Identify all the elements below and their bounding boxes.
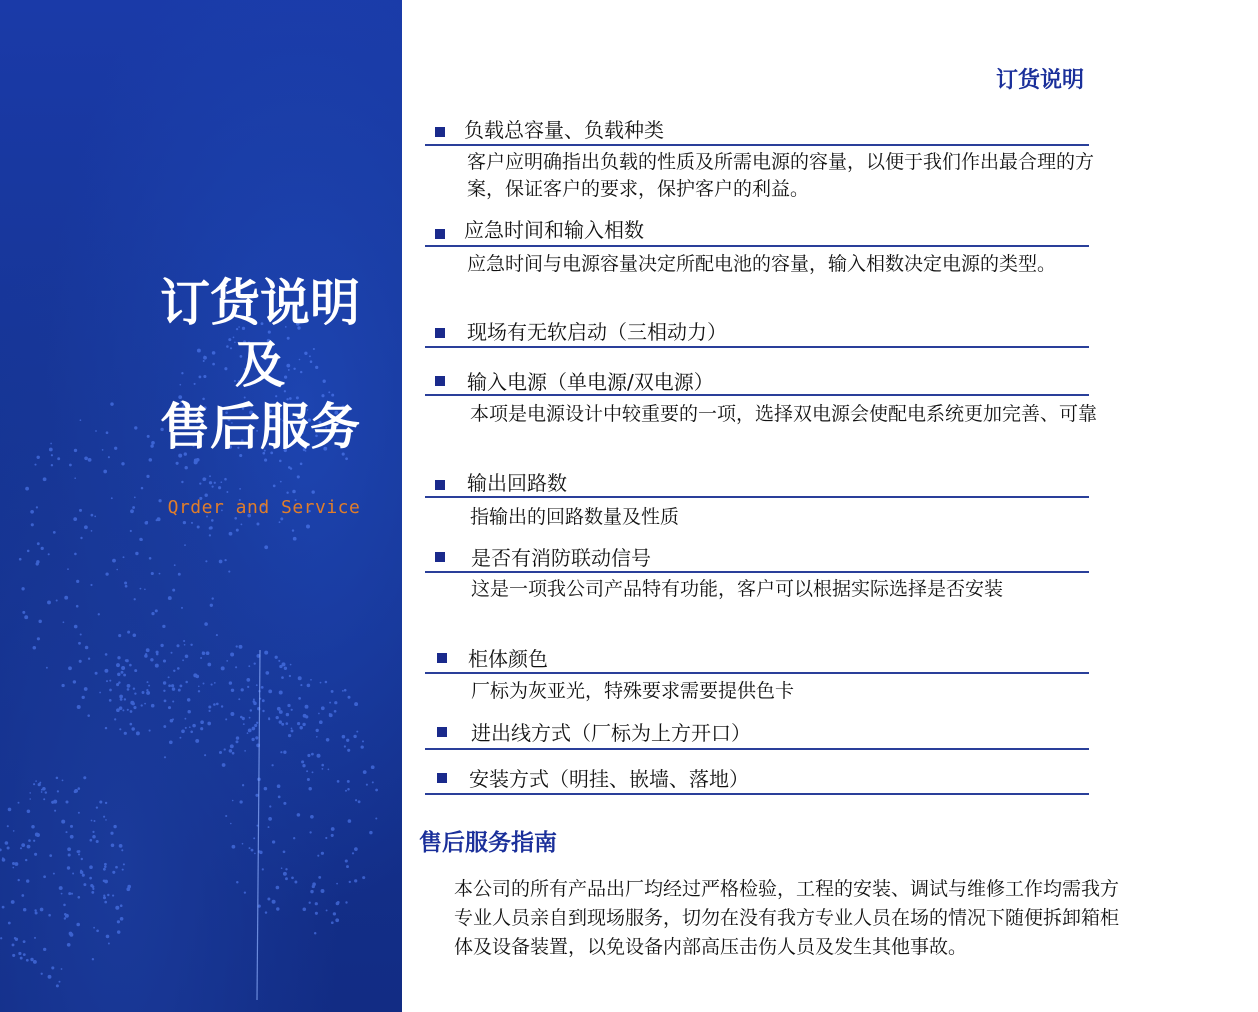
- cover-title-line1: 订货说明: [160, 274, 360, 332]
- item-title: 是否有消防联动信号: [471, 546, 651, 570]
- square-bullet-icon: [435, 229, 445, 239]
- square-bullet-icon: [435, 328, 445, 338]
- item-title: 应急时间和输入相数: [464, 218, 644, 242]
- square-bullet-icon: [435, 127, 445, 137]
- divider: [425, 571, 1089, 573]
- cover-subtitle: Qrder and Service: [167, 497, 361, 518]
- square-bullet-icon: [437, 727, 447, 737]
- divider: [425, 748, 1089, 750]
- square-bullet-icon: [435, 376, 445, 386]
- square-bullet-icon: [437, 653, 447, 663]
- square-bullet-icon: [435, 480, 445, 490]
- divider: [425, 394, 1089, 396]
- divider: [425, 793, 1089, 795]
- item-title: 输入电源（单电源/双电源）: [467, 370, 714, 394]
- divider: [425, 672, 1089, 674]
- item-title: 安装方式（明挂、嵌墙、落地）: [469, 767, 749, 791]
- item-body: 这是一项我公司产品特有功能，客户可以根据实际选择是否安装: [471, 578, 1004, 600]
- item-title: 输出回路数: [467, 471, 567, 495]
- square-bullet-icon: [437, 773, 447, 783]
- page-title: 订货说明: [996, 68, 1085, 93]
- item-body: 应急时间与电源容量决定所配电池的容量，输入相数决定电源的类型。: [467, 253, 1057, 275]
- service-section-body: 本公司的所有产品出厂均经过严格检验，工程的安装、调试与维修工作均需我方专业人员亲自到现场服务，切勿在没有我方专业人员在场的情况下随便拆卸箱柜体及设备装置，以免设备内部高压击伤人员及发生其他事故。: [454, 878, 1120, 958]
- divider: [425, 346, 1089, 348]
- item-body: 指输出的回路数量及性质: [470, 506, 680, 528]
- item-title: 负载总容量、负载种类: [464, 118, 664, 142]
- left-cover-panel: [0, 0, 402, 1012]
- cover-title-line3: 售后服务: [160, 398, 360, 456]
- cover-title-line2: 及: [235, 336, 285, 394]
- item-title: 进出线方式（厂标为上方开口）: [471, 721, 751, 745]
- cover-title: [0, 272, 402, 458]
- divider: [425, 496, 1089, 498]
- item-title: 现场有无软启动（三相动力）: [467, 320, 727, 344]
- item-title: 柜体颜色: [468, 647, 548, 671]
- item-body: 厂标为灰亚光，特殊要求需要提供色卡: [471, 680, 795, 702]
- square-bullet-icon: [435, 552, 445, 562]
- divider: [425, 144, 1089, 146]
- item-body: 本项是电源设计中较重要的一项，选择双电源会使配电系统更加完善、可靠: [470, 403, 1098, 425]
- divider: [425, 245, 1089, 247]
- item-body: 客户应明确指出负载的性质及所需电源的容量，以便于我们作出最合理的方案，保证客户的要求，保护客户的利益。: [467, 151, 1095, 200]
- service-section-title: 售后服务指南: [419, 830, 557, 856]
